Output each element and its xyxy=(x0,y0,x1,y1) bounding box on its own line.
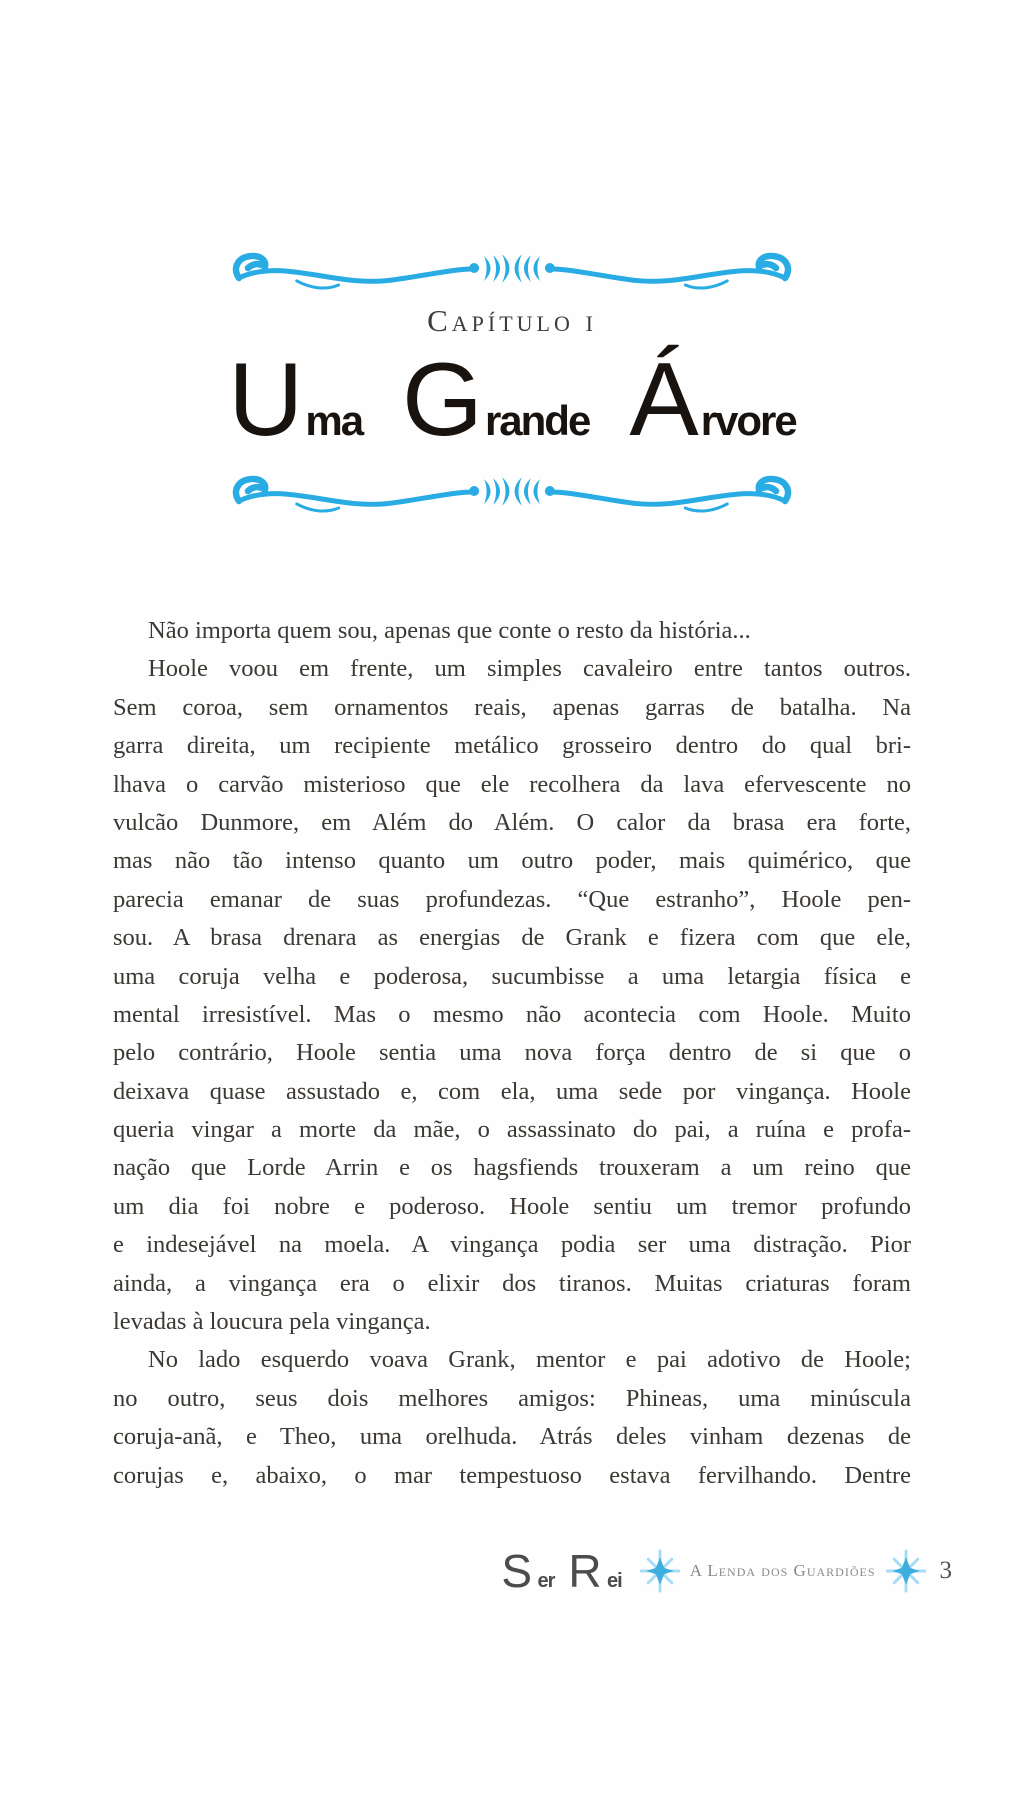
footer-series-title: A Lenda dos Guardiões xyxy=(689,1561,876,1580)
title-word-rest: rvore xyxy=(700,397,796,444)
flourish-ornament-top xyxy=(223,251,801,299)
body-text-line: pelo contrário, Hoole sentia uma nova força dentro de si que o xyxy=(113,1039,911,1067)
snowflake-icon xyxy=(886,1549,926,1593)
chapter-label: Capítulo i xyxy=(427,303,597,338)
title-word-cap: Á xyxy=(629,342,699,458)
title-word xyxy=(228,342,363,458)
body-text-line: garra direita, um recipiente metálico grosseiro dentro do qual bri- xyxy=(113,732,911,760)
chapter-title xyxy=(0,342,1024,468)
body-text-line: no outro, seus dois melhores amigos: Phineas, uma minúscula xyxy=(113,1384,911,1412)
footer-word xyxy=(501,1545,555,1597)
body-text-line: Sem coroa, sem ornamentos reais, apenas garras de batalha. Na xyxy=(113,693,911,721)
body-text-line: parecia emanar de suas profundezas. “Que estranho”, Hoole pen- xyxy=(113,885,911,913)
body-text-line: queria vingar a morte da mãe, o assassinato do pai, a ruína e profa- xyxy=(113,1116,911,1144)
body-text-line: ainda, a vingança era o elixir dos tiranos. Muitas criaturas foram xyxy=(113,1269,911,1297)
footer-word-cap: R xyxy=(568,1545,602,1597)
footer-word xyxy=(568,1545,622,1597)
footer-chapter-title xyxy=(501,1545,622,1597)
body-text-line: deixava quase assustado e, com ela, uma sede por vingança. Hoole xyxy=(113,1077,911,1105)
body-text-line: coruja-anã, e Theo, uma orelhuda. Atrás deles vinham dezenas de xyxy=(113,1423,911,1451)
body-text-line: lhava o carvão misterioso que ele recolhera da lava efervescente no xyxy=(113,770,911,798)
body-text-line: mas não tão intenso quanto um outro poder, mais quimérico, que xyxy=(113,847,911,875)
body-text-line: Não importa quem sou, apenas que conte o resto da história... xyxy=(148,617,751,644)
flourish-ornament-bottom xyxy=(223,474,801,522)
title-word xyxy=(629,342,796,458)
footer-word-rest: er xyxy=(537,1570,555,1592)
snowflake-icon xyxy=(640,1549,680,1593)
body-text-line: nação que Lorde Arrin e os hagsfiends trouxeram a um reino que xyxy=(113,1154,911,1182)
body-text-line: corujas e, abaixo, o mar tempestuoso estava fervilhando. Dentre xyxy=(113,1461,911,1489)
title-word-cap: G xyxy=(402,342,483,458)
body-text-line: e indesejável na moela. A vingança podia ser uma distração. Pior xyxy=(113,1231,911,1259)
title-word-rest: ma xyxy=(305,397,363,444)
footer-word-cap: S xyxy=(501,1545,532,1597)
body-text-line: sou. A brasa drenara as energias de Grank e fizera com que ele, xyxy=(113,924,911,952)
footer-page-number: 3 xyxy=(939,1557,952,1584)
body-text xyxy=(113,612,911,1495)
body-text-line: levadas à loucura pela vingança. xyxy=(113,1308,431,1336)
page-footer xyxy=(501,1545,952,1597)
title-word-cap: U xyxy=(228,342,304,458)
body-text-line: uma coruja velha e poderosa, sucumbisse a uma letargia física e xyxy=(113,962,911,990)
body-text-line: No lado esquerdo voava Grank, mentor e pai adotivo de Hoole; xyxy=(148,1346,911,1374)
body-text-line: um dia foi nobre e poderoso. Hoole sentiu um tremor profundo xyxy=(113,1192,911,1220)
body-text-line: Hoole voou em frente, um simples cavaleiro entre tantos outros. xyxy=(148,655,911,683)
body-text-line: mental irresistível. Mas o mesmo não acontecia com Hoole. Muito xyxy=(113,1000,911,1028)
footer-word-rest: ei xyxy=(607,1570,622,1592)
body-text-line: vulcão Dunmore, em Além do Além. O calor da brasa era forte, xyxy=(113,808,911,836)
title-word xyxy=(402,342,590,458)
title-word-rest: rande xyxy=(484,397,590,444)
